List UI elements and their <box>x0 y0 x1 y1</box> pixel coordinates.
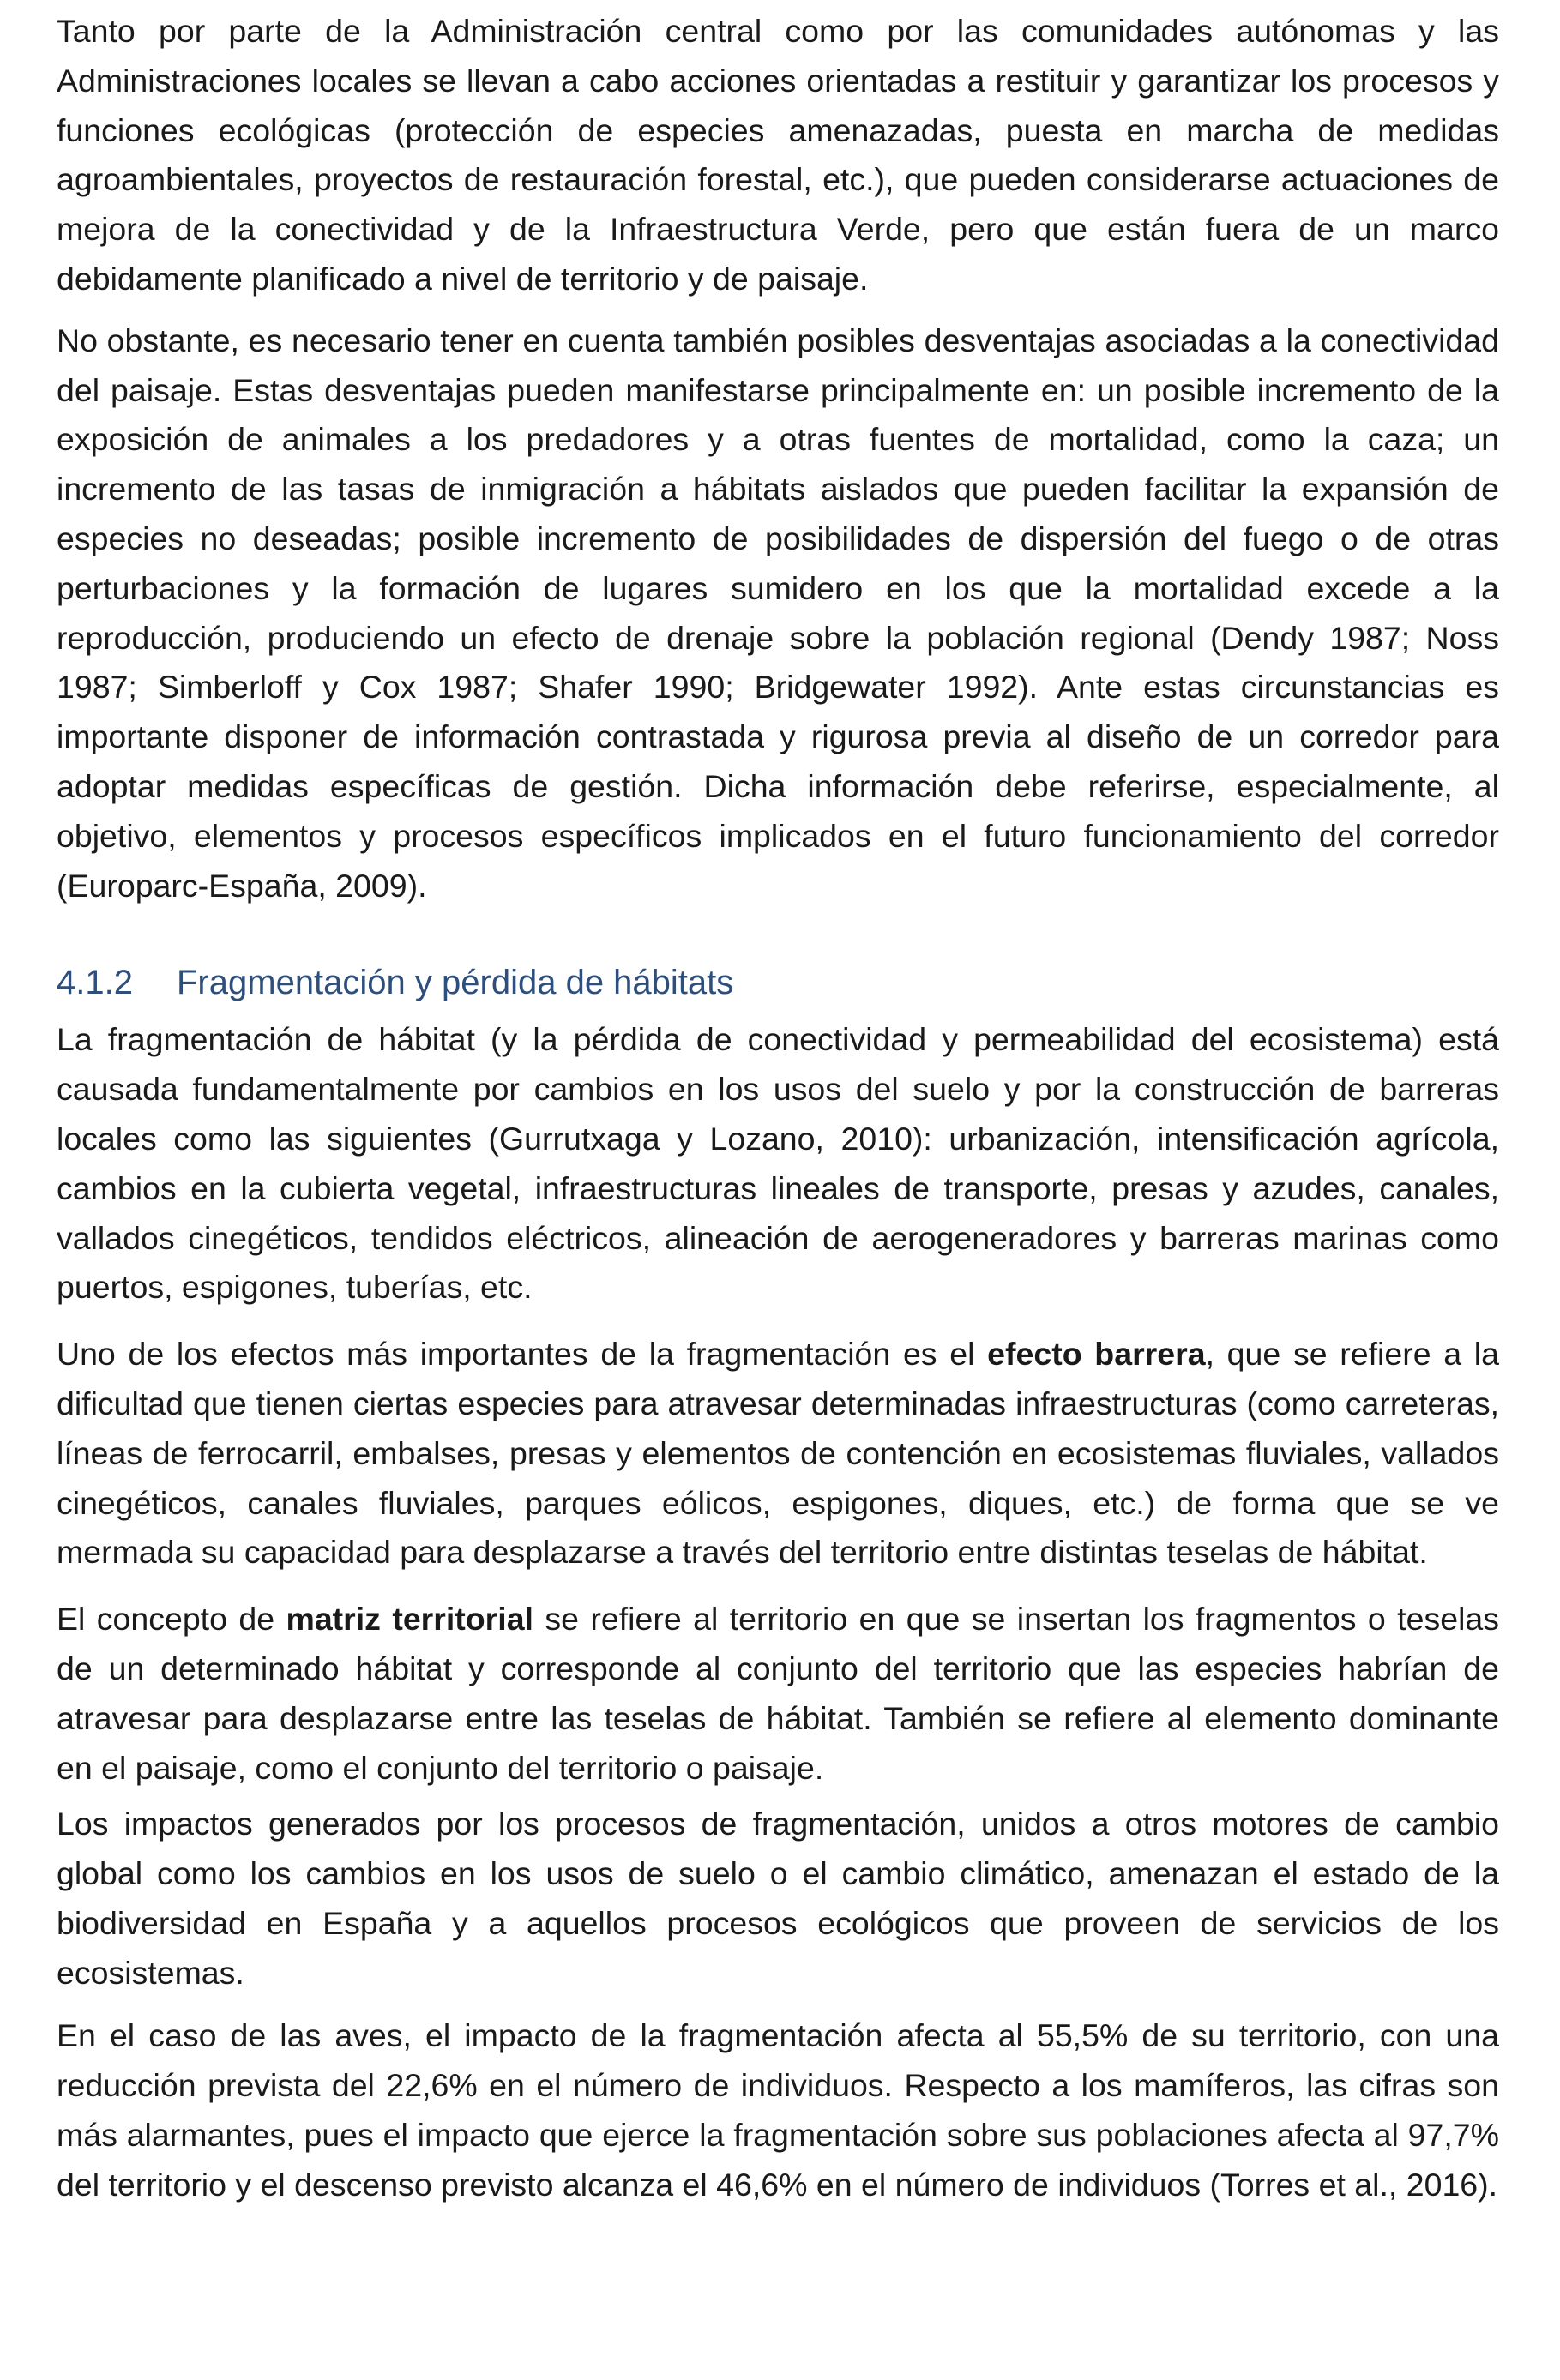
paragraph-matriz-territorial <box>57 1595 1499 1793</box>
paragraph-desventajas-conectividad: No obstante, es necesario tener en cuenta también posibles desventajas asociadas a la conectividad del paisaje. Estas desventajas pueden manifestarse principalmente en: un posible incremento de la exposición de animales a los predadores y a otras fuentes de mortalidad, como la caza; un incremento de las tasas de inmigración a hábitats aislados que pueden facilitar la expansión de especies no deseadas; posible incremento de posibilidades de dispersión del fuego o de otras perturbaciones y la formación de lugares sumidero en los que la mortalidad excede a la reproducción, produciendo un efecto de drenaje sobre la población regional (Dendy 1987; Noss 1987; Simberloff y Cox 1987; Shafer 1990; Bridgewater 1992). Ante estas circunstancias es importante disponer de información contrastada y rigurosa previa al diseño de un corredor para adoptar medidas específicas de gestión. Dicha información debe referirse, especialmente, al objetivo, elementos y procesos específicos implicados en el futuro funcionamiento del corredor (Europarc-España, 2009). <box>57 322 1499 904</box>
text-run: , que se refiere a la dificultad que tienen ciertas especies para atravesar determinadas infraestructuras (como carreteras, líneas de ferrocarril, embalses, presas y elementos de contención en ecosistemas fluviales, vallados cinegéticos, canales fluviales, parques eólicos, espigones, diques, etc.) de forma que se ve mermada su capacidad para desplazarse a través del territorio entre distintas teselas de hábitat. <box>57 1336 1499 1571</box>
term-matriz-territorial: matriz territorial <box>286 1601 533 1638</box>
paragraph-efecto-barrera <box>57 1330 1499 1578</box>
paragraph-impactos-fragmentacion: Los impactos generados por los procesos de fragmentación, unidos a otros motores de cambio global como los cambios en los usos de suelo o el cambio climático, amenazan el estado de la biodiversidad en España y a aquellos procesos ecológicos que proveen de servicios de los ecosistemas. <box>57 1806 1499 1991</box>
section-title: Fragmentación y pérdida de hábitats <box>177 964 734 1002</box>
text-run: El concepto de <box>57 1601 286 1638</box>
text-run: Uno de los efectos más importantes de la fragmentación es el <box>57 1336 988 1373</box>
paragraph-aves-mamiferos: En el caso de las aves, el impacto de la fragmentación afecta al 55,5% de su territorio, con una reducción prevista del 22,6% en el número de individuos. Respecto a los mamíferos, las cifras son más alarmantes, pues el impacto que ejerce la fragmentación sobre sus poblaciones afecta al 97,7% del territorio y el descenso previsto alcanza el 46,6% en el número de individuos (Torres et al., 2016). <box>57 2017 1499 2203</box>
document-page <box>57 0 1499 2210</box>
section-number: 4.1.2 <box>57 964 133 1002</box>
paragraph-fragmentacion-habitat: La fragmentación de hábitat (y la pérdida de conectividad y permeabilidad del ecosistema) está causada fundamentalmente por cambios en los usos del suelo y por la construcción de barreras locales como las siguientes (Gurrutxaga y Lozano, 2010): urbanización, intensificación agrícola, cambios en la cubierta vegetal, infraestructuras lineales de transporte, presas y azudes, canales, vallados cinegéticos, tendidos eléctricos, alineación de aerogeneradores y barreras marinas como puertos, espigones, tuberías, etc. <box>57 1021 1499 1306</box>
term-efecto-barrera: efecto barrera <box>987 1336 1206 1373</box>
section-heading <box>57 957 1499 1008</box>
text-run: se refiere al territorio en que se insertan los fragmentos o teselas de un determinado hábitat y corresponde al conjunto del territorio que las especies habrían de atravesar para desplazarse entre las teselas de hábitat. También se refiere al elemento dominante en el paisaje, como el conjunto del territorio o paisaje. <box>57 1601 1500 1786</box>
paragraph-acciones-administracion: Tanto por parte de la Administración central como por las comunidades autónomas y las Administraciones locales se llevan a cabo acciones orientadas a restituir y garantizar los procesos y funciones ecológicas (protección de especies amenazadas, puesta en marcha de medidas agroambientales, proyectos de restauración forestal, etc.), que pueden considerarse actuaciones de mejora de la conectividad y de la Infraestructura Verde, pero que están fuera de un marco debidamente planificado a nivel de territorio y de paisaje. <box>57 13 1499 297</box>
